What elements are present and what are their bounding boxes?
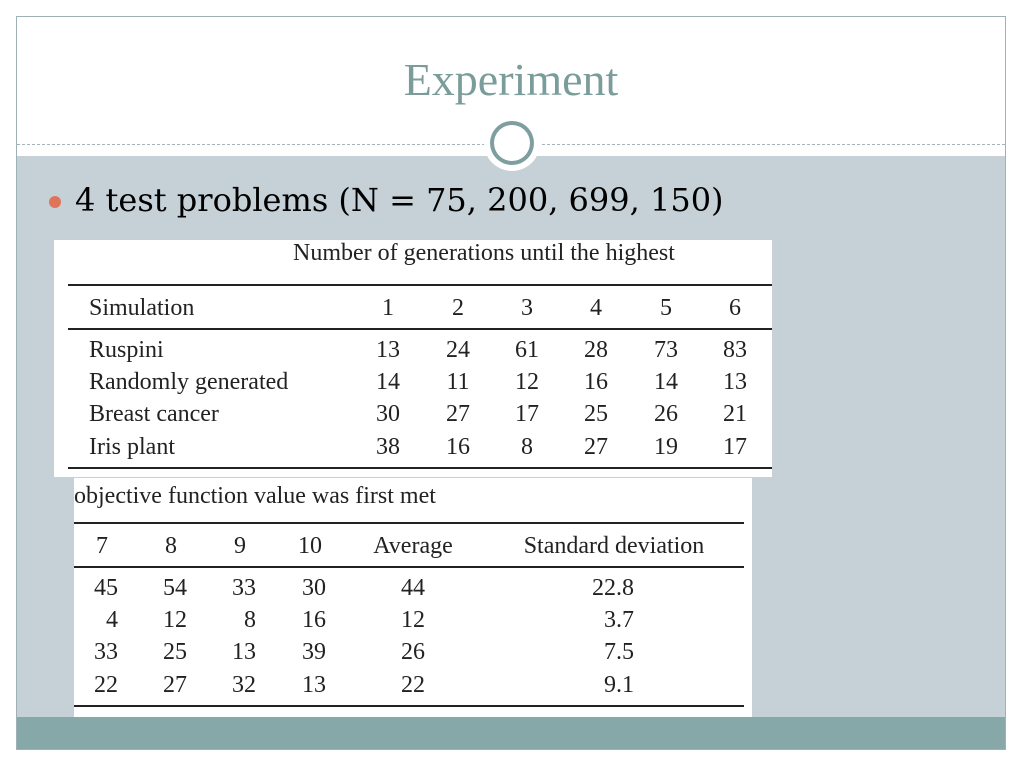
table2-header-std: Standard deviation: [523, 533, 705, 559]
table1-cell: 11: [446, 369, 470, 395]
table1-cell: 14: [654, 369, 678, 395]
table1-cell: 19: [654, 434, 678, 460]
table2-top-rule: [74, 522, 744, 524]
table1-cell: 16: [584, 369, 608, 395]
table2-cell: 30: [302, 575, 326, 601]
table2-cell: 13: [302, 672, 326, 698]
table2-cell: 12: [163, 607, 187, 633]
table1-cell: 24: [446, 337, 470, 363]
table2-header-cell: 10: [298, 533, 322, 559]
table2-bottom-rule: [74, 705, 744, 707]
table1-header-cell: 2: [452, 295, 464, 321]
table2-cell: 32: [232, 672, 256, 698]
table1-cell: 16: [446, 434, 470, 460]
table1-cell: 83: [723, 337, 747, 363]
table2-cell: 45: [94, 575, 118, 601]
table1-row-label: Breast cancer: [89, 401, 219, 427]
table2-header-cell: 8: [165, 533, 177, 559]
results-table-part1: [54, 240, 772, 477]
table1-header-simulation: Simulation: [89, 295, 195, 321]
table1-cell: 73: [654, 337, 678, 363]
table1-cell: 30: [376, 401, 400, 427]
table2-cell-average: 26: [401, 639, 425, 665]
table1-row-label: Iris plant: [89, 434, 175, 460]
table1-cell: 17: [723, 434, 747, 460]
table1-cell: 8: [521, 434, 533, 460]
table1-row-label: Randomly generated: [89, 369, 289, 395]
table1-cell: 38: [376, 434, 400, 460]
table1-cell: 12: [515, 369, 539, 395]
slide: [16, 16, 1006, 750]
table1-cell: 28: [584, 337, 608, 363]
table1-cell: 14: [376, 369, 400, 395]
circle-ornament-icon: [484, 115, 540, 171]
table1-row-label: Ruspini: [89, 337, 164, 363]
table2-cell: 13: [232, 639, 256, 665]
table1-header-cell: 5: [660, 295, 672, 321]
table1-cell: 17: [515, 401, 539, 427]
table2-cell-average: 12: [401, 607, 425, 633]
table1-cell: 13: [723, 369, 747, 395]
table2-cell-std: 7.5: [604, 639, 634, 665]
table2-cell-average: 22: [401, 672, 425, 698]
table2-cell: 33: [94, 639, 118, 665]
table1-cell: 61: [515, 337, 539, 363]
table2-header-cell: 7: [96, 533, 108, 559]
table2-cell-std: 22.8: [592, 575, 634, 601]
table2-cell-average: 44: [401, 575, 425, 601]
table1-cell: 13: [376, 337, 400, 363]
table2-cell: 22: [94, 672, 118, 698]
table1-header-cell: 1: [382, 295, 394, 321]
table1-cell: 21: [723, 401, 747, 427]
slide-title: Experiment: [403, 54, 619, 105]
table2-cell: 39: [302, 639, 326, 665]
table2-cell: 4: [106, 607, 118, 633]
footer-bar: [17, 717, 1005, 750]
table1-header-rule: [68, 328, 772, 330]
results-table-part2: [74, 478, 752, 723]
table2-cell: 25: [163, 639, 187, 665]
bullet-item: [49, 181, 724, 219]
table2-cell: 27: [163, 672, 187, 698]
table2-cell: 16: [302, 607, 326, 633]
table2-cell-std: 3.7: [604, 607, 634, 633]
table2-header-cell: 9: [234, 533, 246, 559]
table2-cell: 33: [232, 575, 256, 601]
table2-header-average: Average: [373, 533, 453, 559]
table1-cell: 26: [654, 401, 678, 427]
table1-cell: 27: [446, 401, 470, 427]
bullet-text: 4 test problems (N = 75, 200, 699, 150): [75, 181, 724, 219]
table2-cell: 54: [163, 575, 187, 601]
table2-cell: 8: [244, 607, 256, 633]
table1-cell: 25: [584, 401, 608, 427]
table1-top-rule: [68, 284, 772, 286]
table1-caption: Number of generations until the highest: [293, 240, 675, 266]
table1-header-cell: 6: [729, 295, 741, 321]
table1-header-cell: 3: [521, 295, 533, 321]
table1-bottom-rule: [68, 467, 772, 469]
table2-cell-std: 9.1: [604, 672, 634, 698]
bullet-dot-icon: [49, 196, 61, 208]
table2-caption: objective function value was first met: [74, 483, 436, 509]
table2-header-rule: [74, 566, 744, 568]
table1-header-cell: 4: [590, 295, 602, 321]
table1-cell: 27: [584, 434, 608, 460]
